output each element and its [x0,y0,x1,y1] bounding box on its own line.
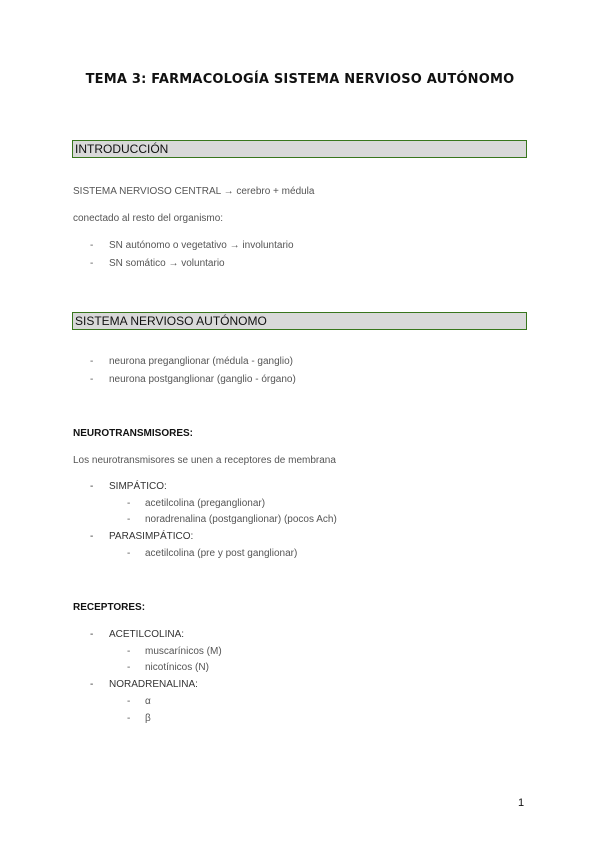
bullet-dash: - [90,258,94,269]
intro-line-1: SISTEMA NERVIOSO CENTRAL → cerebro + médula [73,186,315,197]
bullet-dash: - [127,646,131,657]
subheading-receptores: RECEPTORES: [73,602,146,613]
list-item-text: SN autónomo o vegetativo → involuntario [109,240,294,251]
intro-line-2: conectado al resto del organismo: [73,213,224,224]
list-item-text: nicotínicos (N) [145,662,209,673]
section-heading-introduccion: INTRODUCCIÓN [72,140,527,158]
list-item-text: SIMPÁTICO: [109,481,167,492]
list-item-text: PARASIMPÁTICO: [109,531,194,542]
list-item-text: neurona preganglionar (médula - ganglio) [109,356,294,367]
list-item-text: neurona postganglionar (ganglio - órgano) [109,374,296,385]
list-item-text: β [145,713,151,724]
bullet-dash: - [127,662,131,673]
list-item-text: SN somático → voluntario [109,258,225,269]
list-item-text: muscarínicos (M) [145,646,222,657]
page-number: 1 [518,797,525,809]
bullet-dash: - [90,374,94,385]
bullet-dash: - [90,356,94,367]
bullet-dash: - [127,498,131,509]
bullet-dash: - [90,629,94,640]
list-item-text: acetilcolina (preganglionar) [145,498,266,509]
neurotransmisores-intro: Los neurotransmisores se unen a receptores de membrana [73,455,336,466]
bullet-dash: - [127,713,131,724]
list-item-text: acetilcolina (pre y post ganglionar) [145,548,298,559]
bullet-dash: - [127,548,131,559]
section-heading-sna: SISTEMA NERVIOSO AUTÓNOMO [72,312,527,330]
bullet-dash: - [90,240,94,251]
bullet-dash: - [90,531,94,542]
list-item-text: noradrenalina (postganglionar) (pocos Ach) [145,514,337,525]
bullet-dash: - [90,481,94,492]
bullet-dash: - [127,514,131,525]
list-item-text: α [145,696,151,707]
list-item-text: ACETILCOLINA: [109,629,185,640]
document-title: TEMA 3: FARMACOLOGÍA SISTEMA NERVIOSO AUTÓNOMO [85,72,515,87]
list-item-text: NORADRENALINA: [109,679,198,690]
bullet-dash: - [90,679,94,690]
bullet-dash: - [127,696,131,707]
subheading-neurotransmisores: NEUROTRANSMISORES: [73,428,194,439]
